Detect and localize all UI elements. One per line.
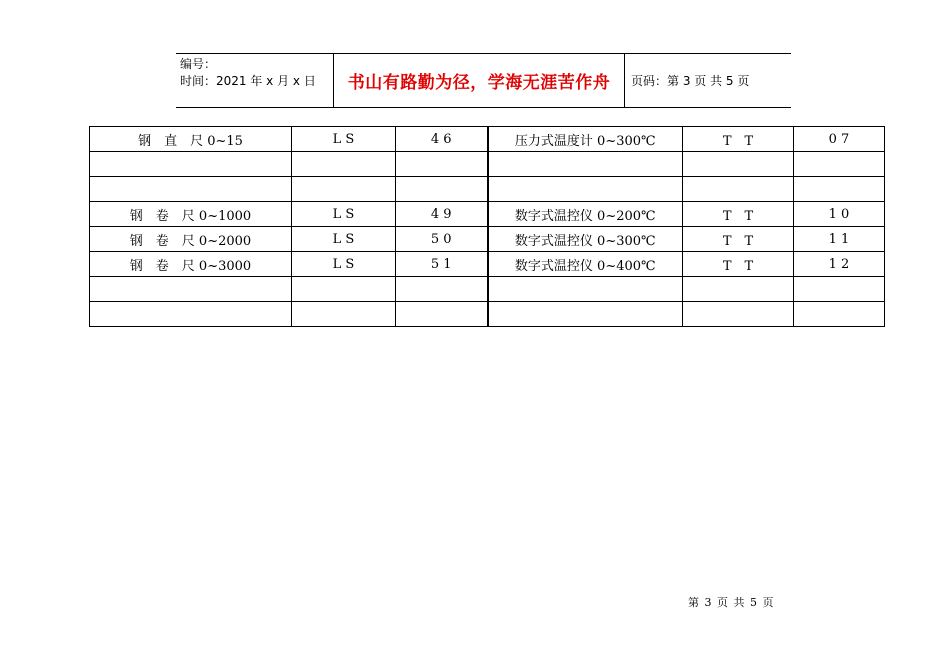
number-cell: 1 0 (794, 202, 885, 227)
code-cell: L S (292, 127, 396, 152)
table-row (90, 177, 885, 202)
code-cell (292, 152, 396, 177)
number-cell: 1 2 (794, 252, 885, 277)
code-cell: T T (683, 227, 794, 252)
table-row (90, 277, 885, 302)
number-cell: 5 0 (396, 227, 488, 252)
instrument-name-cell: 钢 卷 尺 0~3000 (90, 252, 292, 277)
number-cell (396, 152, 488, 177)
code-cell (683, 152, 794, 177)
number-cell (396, 177, 488, 202)
instrument-table (89, 126, 885, 327)
table-row (90, 252, 885, 277)
number-cell (794, 302, 885, 327)
instrument-name-cell (488, 302, 683, 327)
instrument-name-cell: 数字式温控仪 0~200℃ (488, 202, 683, 227)
header-meta (176, 54, 334, 107)
number-cell: 5 1 (396, 252, 488, 277)
instrument-name-cell: 钢 卷 尺 0~1000 (90, 202, 292, 227)
code-cell (683, 177, 794, 202)
code-cell (292, 277, 396, 302)
code-cell (683, 277, 794, 302)
code-cell: L S (292, 202, 396, 227)
instrument-name-cell: 压力式温度计 0~300℃ (488, 127, 683, 152)
code-cell (292, 302, 396, 327)
table-row (90, 227, 885, 252)
code-cell: T T (683, 127, 794, 152)
code-cell (292, 177, 396, 202)
instrument-name-cell (90, 152, 292, 177)
table-row (90, 127, 885, 152)
number-cell (794, 177, 885, 202)
page-footer: 第 3 页 共 5 页 (688, 596, 775, 609)
code-cell: T T (683, 252, 794, 277)
number-cell (794, 277, 885, 302)
number-label: 编号： (180, 57, 217, 71)
table-row (90, 152, 885, 177)
number-cell: 0 7 (794, 127, 885, 152)
number-cell (396, 277, 488, 302)
instrument-name-cell: 数字式温控仪 0~400℃ (488, 252, 683, 277)
instrument-name-cell: 钢 卷 尺 0~2000 (90, 227, 292, 252)
number-cell: 4 9 (396, 202, 488, 227)
instrument-name-cell (90, 302, 292, 327)
code-cell: L S (292, 227, 396, 252)
instrument-name-cell (90, 277, 292, 302)
page-header (176, 53, 791, 108)
instrument-name-cell (488, 277, 683, 302)
header-motto: 书山有路勤为径，学海无涯苦作舟 (334, 54, 625, 107)
table-row (90, 302, 885, 327)
instrument-name-cell: 钢 直 尺 0~15 (90, 127, 292, 152)
number-cell (396, 302, 488, 327)
code-cell (683, 302, 794, 327)
instrument-name-cell: 数字式温控仪 0~300℃ (488, 227, 683, 252)
time-label: 时间：2021 年 x 月 x 日 (180, 74, 316, 88)
number-cell: 1 1 (794, 227, 885, 252)
instrument-name-cell (488, 152, 683, 177)
number-cell (794, 152, 885, 177)
header-page-label: 页码：第 3 页 共 5 页 (631, 74, 750, 88)
code-cell: T T (683, 202, 794, 227)
code-cell: L S (292, 252, 396, 277)
instrument-name-cell (488, 177, 683, 202)
instrument-name-cell (90, 177, 292, 202)
number-cell: 4 6 (396, 127, 488, 152)
table-row (90, 202, 885, 227)
